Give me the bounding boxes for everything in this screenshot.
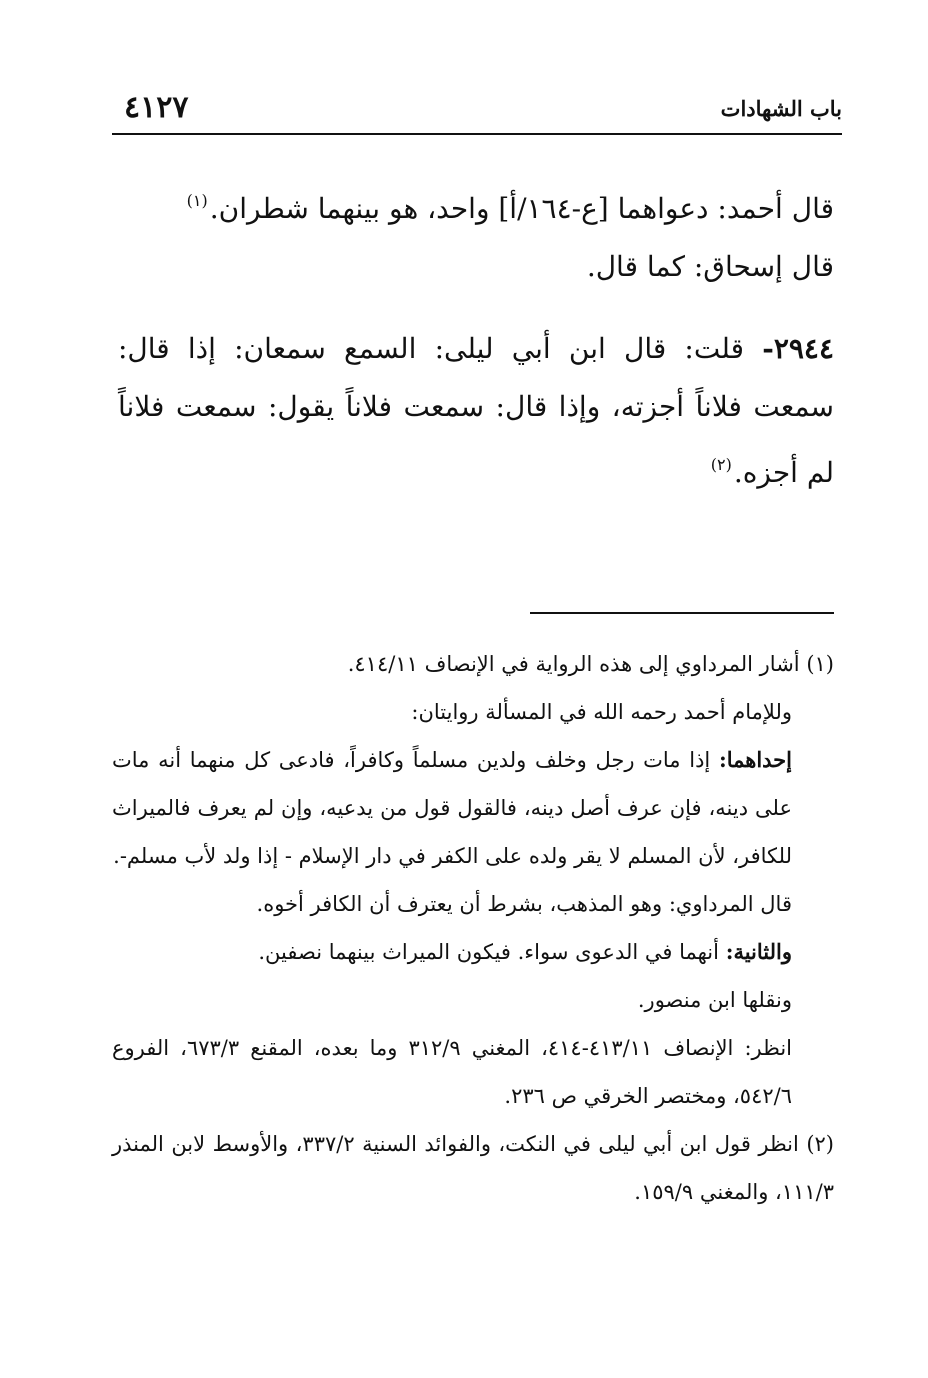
footnote-divider [530, 612, 834, 614]
running-header [112, 90, 842, 130]
footnote-1-number: (١) [806, 652, 834, 676]
footnote-marker-2: (٢) [710, 455, 732, 474]
footnote-1-mardawi: قال المرداوي: وهو المذهب، بشرط أن يعترف أن الكافر أخوه. [256, 892, 792, 916]
footnote-1-line1: أشار المرداوي إلى هذه الرواية في الإنصاف ٤١٤/١١. [347, 652, 800, 676]
paragraph-2944 [118, 320, 834, 502]
paragraph-ahmad-text: قال أحمد: دعواهما [ع-١٦٤/أ] واحد، هو بينهما شطران. [209, 192, 834, 225]
first-narration-label: إحداهما: [718, 747, 792, 772]
page-number: ٤١٢٧ [124, 90, 189, 125]
footnote-1-first-narration [112, 736, 834, 880]
footnote-2 [112, 1120, 834, 1216]
footnote-1-intro [112, 640, 834, 688]
footnote-1-second-narration [112, 928, 834, 976]
second-narration-label: والثانية: [725, 939, 792, 964]
header-divider [112, 133, 842, 135]
footnote-1-references: انظر: الإنصاف ٤١٣/١١-٤١٤، المغني ٣١٢/٩ وما بعده، المقنع ٦٧٣/٣، الفروع ٥٤٢/٦، ومختصر الخرقي ص ٢٣٦. [112, 1036, 793, 1108]
footnote-1-two-narrations: وللإمام أحمد رحمه الله في المسألة روايتان: [411, 700, 792, 724]
second-narration-text: أنهما في الدعوى سواء. فيكون الميراث بينهما نصفين. [258, 940, 719, 964]
main-text [118, 172, 834, 502]
footnotes [112, 640, 834, 1216]
issue-number: ٢٩٤٤- [762, 332, 834, 365]
footnote-marker-1: (١) [186, 191, 208, 210]
paragraph-ahmad [118, 172, 834, 238]
paragraph-ishaq: قال إسحاق: كما قال. [586, 250, 834, 283]
footnote-1-transmission: ونقلها ابن منصور. [637, 988, 792, 1012]
paragraph-2944-text: قلت: قال ابن أبي ليلى: السمع سمعان: إذا قال: سمعت فلاناً أجزته، وإذا قال: سمعت فلاناً يقول: سمعت فلاناً لم أجزه. [118, 332, 834, 489]
chapter-title: باب الشهادات [720, 96, 842, 121]
first-narration-text: إذا مات رجل وخلف ولدين مسلماً وكافراً، فادعى كل منهما أنه مات على دينه، فإن عرف أصل دينه، فالقول قول من يدعيه، وإن لم يعرف فالميراث للكافر، لأن المسلم لا يقر ولده على الكفر في دار الإسلام - إذا ولد لأب مسلم-. [112, 748, 792, 868]
footnote-2-number: (٢) [806, 1132, 834, 1156]
footnote-2-text: انظر قول ابن أبي ليلى في النكت، والفوائد السنية ٣٣٧/٢، والأوسط لابن المنذر ١١١/٣، والمغني ١٥٩/٩. [112, 1132, 834, 1204]
